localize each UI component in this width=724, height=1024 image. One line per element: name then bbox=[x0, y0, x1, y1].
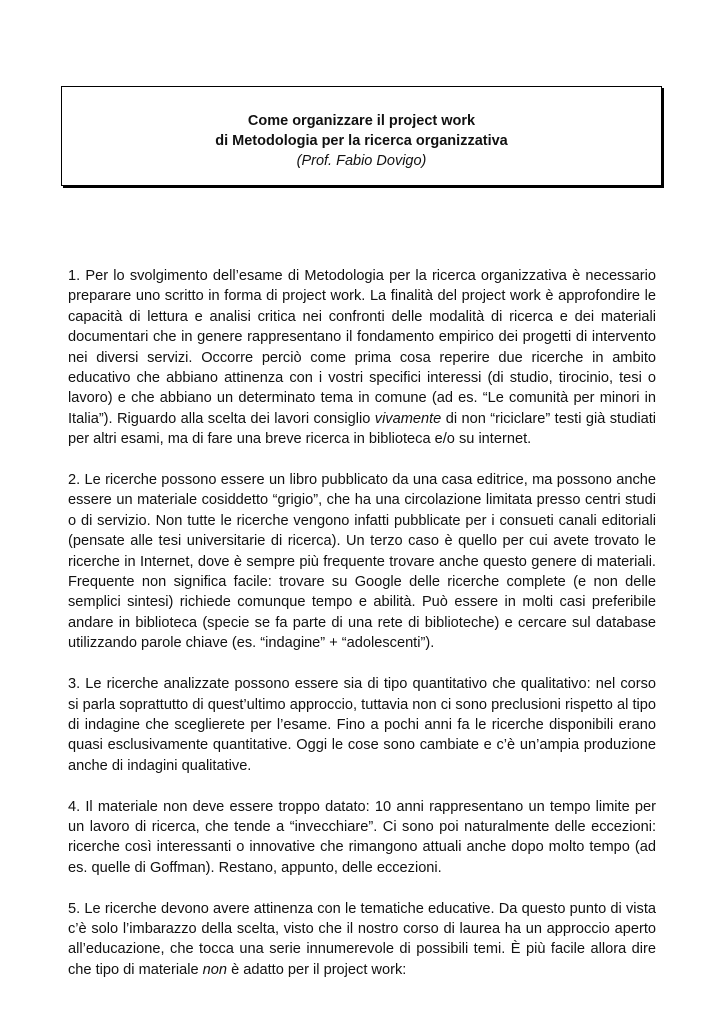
paragraph-5 bbox=[68, 899, 656, 981]
paragraph-text: è adatto per il project work: bbox=[227, 961, 407, 978]
paragraph-text: 2. Le ricerche possono essere un libro pubblicato da una casa editrice, ma possono anche essere un materiale cosiddetto “grigio”, che ha una circolazione limitata presso centri studi o di servizio. Non tutte le ricerche vengono infatti pubblicate per i consueti canali editoriali (pensate alle tesi universitarie di ricerca). Un terzo caso è quello per cui avete trovato le ricerche in Internet, dove è sempre più frequente trovare anche questo genere di materiali. Frequente non significa facile: trovare su Google delle ricerche complete (e non delle semplici sintesi) richiede comunque tempo e abilità. Può essere in molti casi preferibile andare in biblioteca (specie se fa parte di una rete di biblioteche) e cercare sul database utilizzando parole chiave (es. “indagine” + “adolescenti”). bbox=[68, 472, 656, 652]
paragraph-emphasis: non bbox=[202, 961, 228, 978]
document-title-line2: di Metodologia per la ricerca organizzativa bbox=[215, 133, 508, 149]
title-box bbox=[61, 86, 662, 186]
paragraph-emphasis: vivamente bbox=[374, 410, 442, 427]
document-body bbox=[68, 266, 656, 1001]
paragraph-text: di non “riciclare” testi già studiati per altri esami, ma di fare una breve ricerca in biblioteca e/o su internet. bbox=[68, 410, 656, 448]
document-title-line1: Come organizzare il project work bbox=[247, 113, 476, 129]
paragraph-text: 3. Le ricerche analizzate possono essere sia di tipo quantitativo che qualitativo: nel corso si parla soprattutto di quest’ultimo approccio, tuttavia non ci sono preclusioni rispetto al tipo di indagine che sceglierete per l’esame. Fino a pochi anni fa le ricerche disponibili erano quasi esclusivamente quantitative. Oggi le cose sono cambiate e c’è un’ampia produzione anche di indagini qualitative. bbox=[68, 676, 656, 774]
paragraph-text: 1. Per lo svolgimento dell’esame di Metodologia per la ricerca organizzativa è necessario preparare uno scritto in forma di project work. La finalità del project work è approfondire le capacità di lettura e analisi critica nei confronti delle modalità di ricerca e dei materiali documentari che in genere rappresentano il fondamento empirico dei progetti di intervento nei diversi servizi. Occorre perciò come prima cosa reperire due ricerche in ambito educativo che abbiano attinenza con i vostri specifici interessi (di studio, tirocinio, tesi o lavoro) e che abbiano un determinato tema in comune (ad es. “Le comunità per minori in Italia”). Riguardo alla scelta dei lavori consiglio bbox=[68, 268, 656, 427]
document-author: (Prof. Fabio Dovigo) bbox=[296, 153, 427, 169]
paragraph-4 bbox=[68, 797, 656, 879]
paragraph-2 bbox=[68, 470, 656, 654]
paragraph-1 bbox=[68, 266, 656, 450]
paragraph-3 bbox=[68, 674, 656, 776]
paragraph-text: 5. Le ricerche devono avere attinenza con le tematiche educative. Da questo punto di vista c’è solo l’imbarazzo della scelta, visto che il nostro corso di laurea ha un approccio aperto all’educazione, che tocca una serie innumerevole di possibili temi. È più facile allora dire che tipo di materiale bbox=[68, 900, 656, 978]
paragraph-text: 4. Il materiale non deve essere troppo datato: 10 anni rappresentano un tempo limite per un lavoro di ricerca, che tende a “invecchiare”. Ci sono poi naturalmente delle eccezioni: ricerche così interessanti o innovative che rimangono attuali anche dopo molto tempo (ad es. quelle di Goffman). Restano, appunto, delle eccezioni. bbox=[68, 798, 656, 876]
